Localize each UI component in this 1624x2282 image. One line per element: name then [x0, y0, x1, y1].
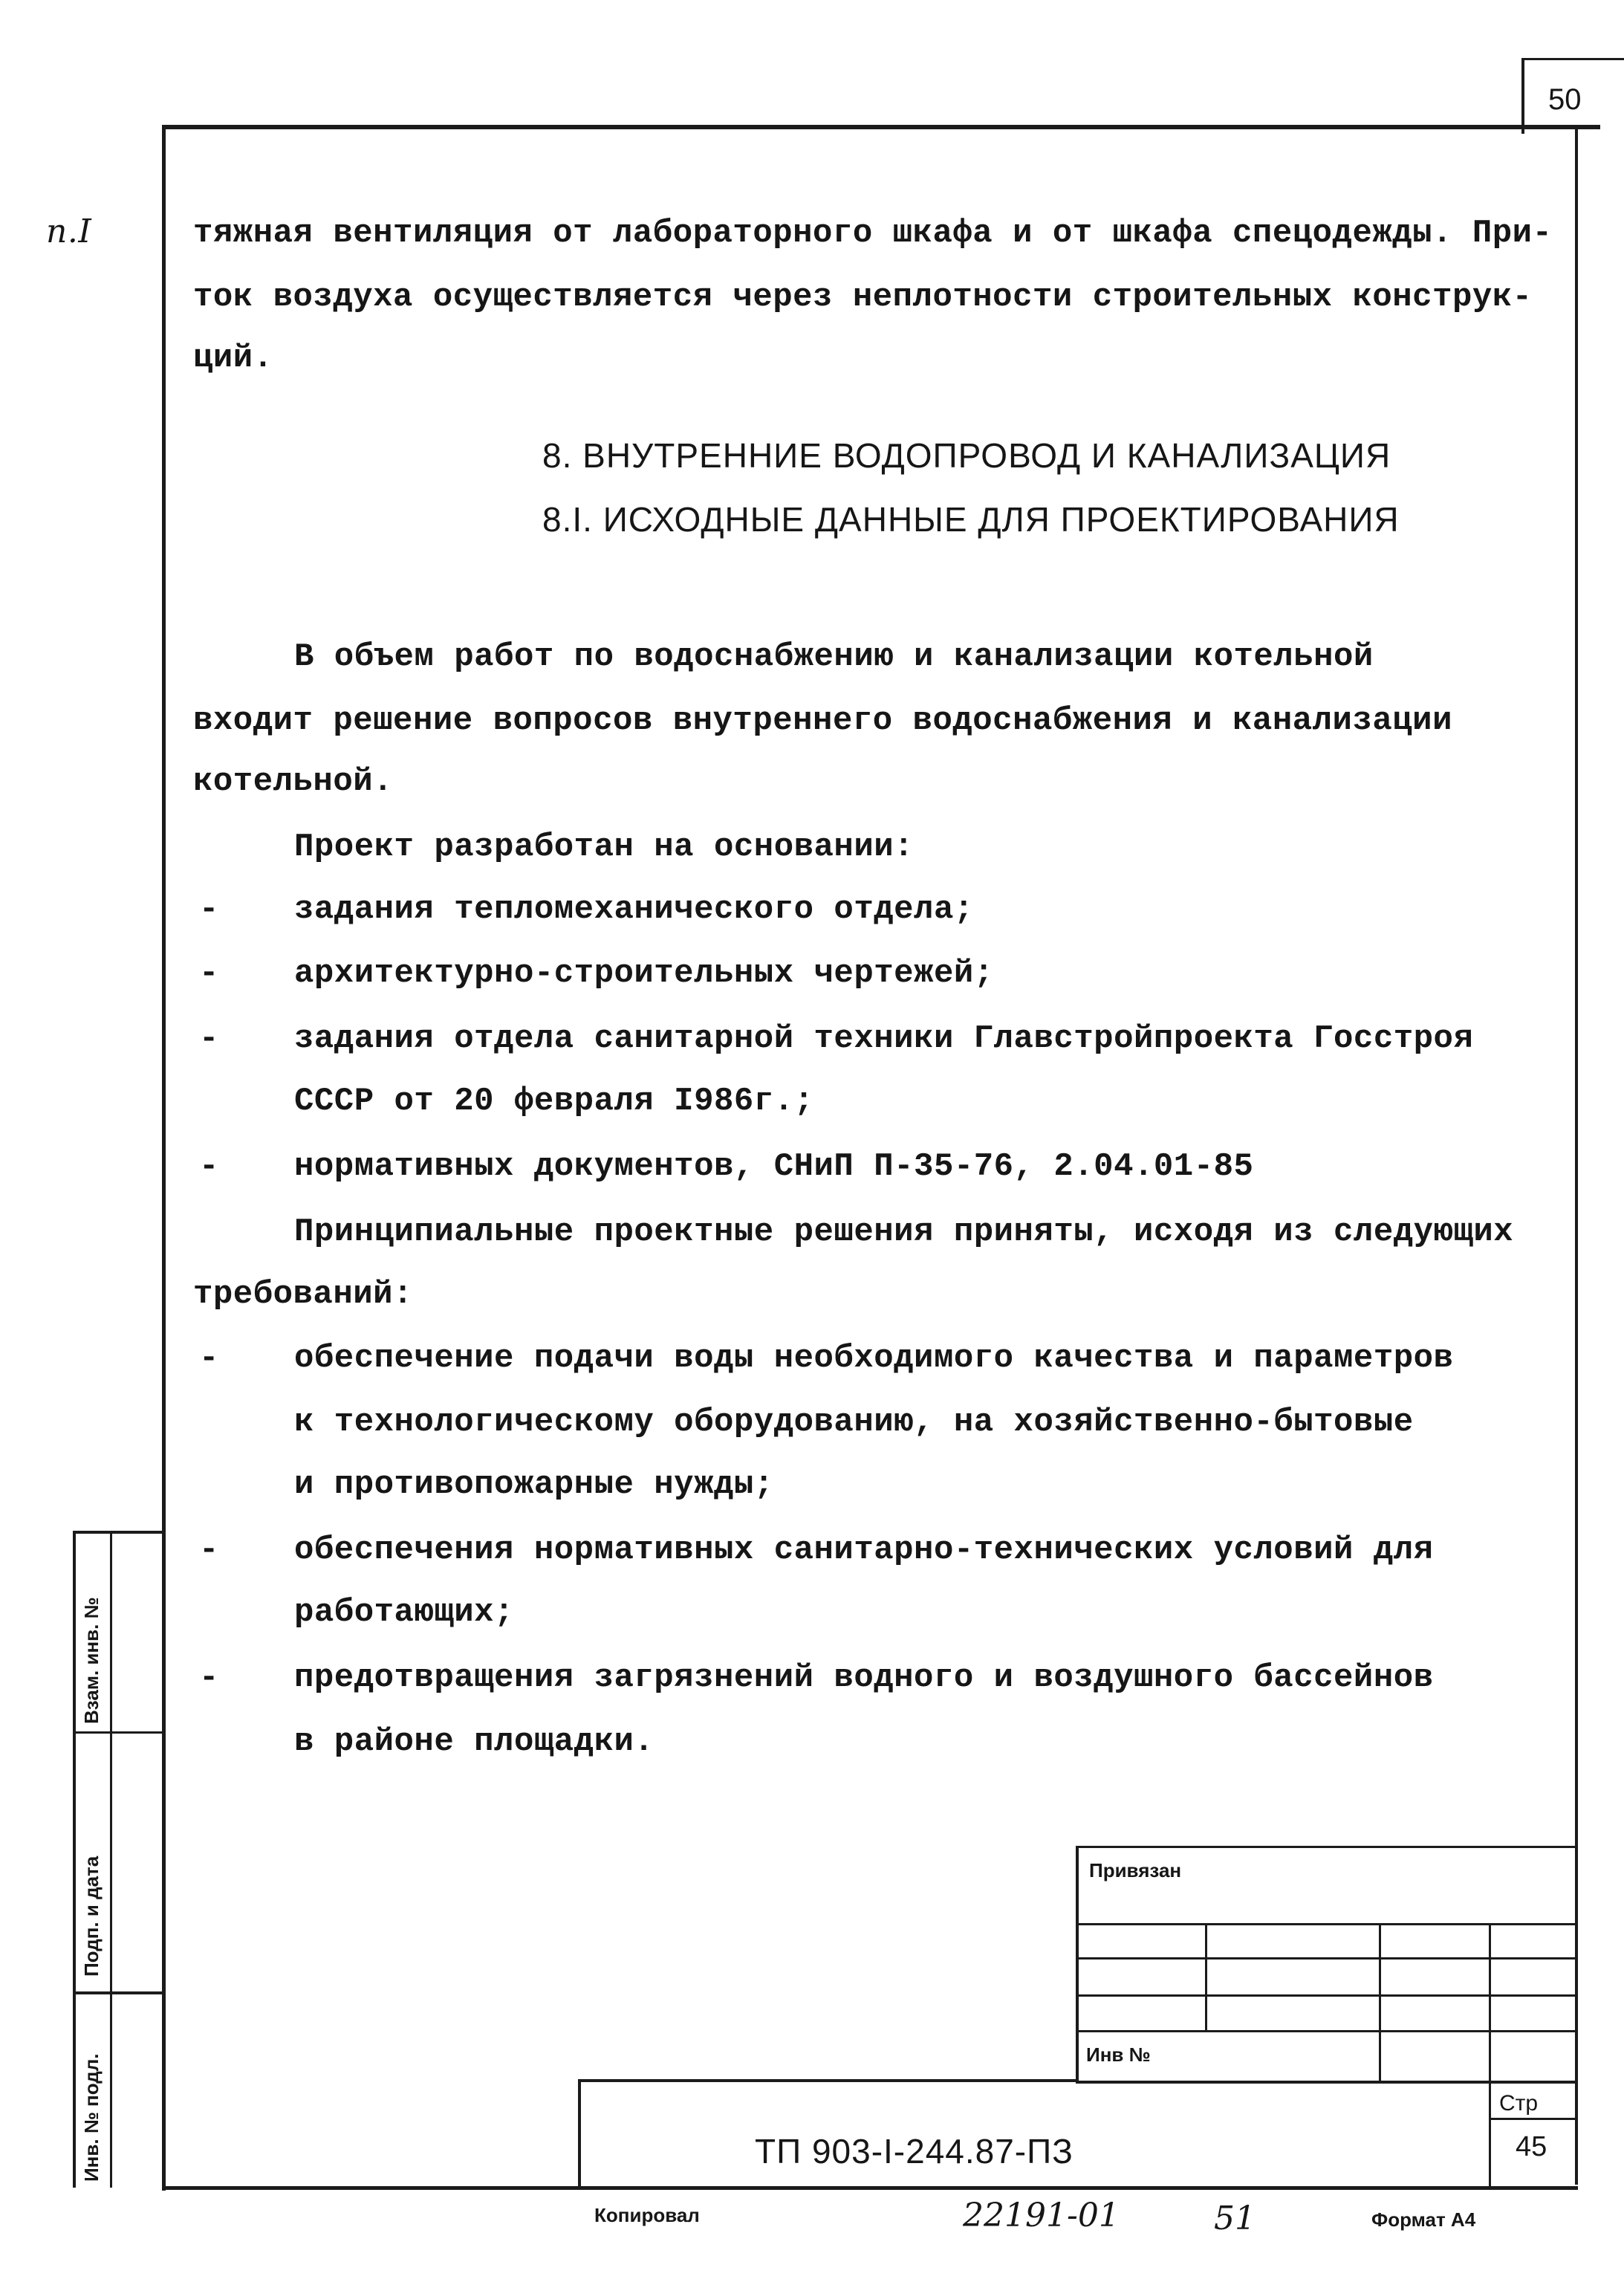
- para1-line-1: В объем работ по водоснабжению и канализации котельной: [294, 638, 1374, 675]
- bullet-dash: -: [199, 891, 219, 928]
- side-label-inv-podl: Инв. № подл.: [80, 2053, 103, 2182]
- extra-number: 51: [1214, 2200, 1256, 2237]
- list1-item-3-line-2: СССР от 20 февраля I986г.;: [294, 1083, 814, 1120]
- bullet-dash: -: [199, 955, 219, 992]
- format-label: Формат А4: [1371, 2208, 1476, 2231]
- section-heading: 8. ВНУТРЕННИЕ ВОДОПРОВОД И КАНАЛИЗАЦИЯ: [542, 436, 1391, 475]
- intro-line-3: ций.: [193, 340, 273, 377]
- list2-item-3-line-1: предотвращения загрязнений водного и воздушного бассейнов: [294, 1659, 1434, 1696]
- copied-by-label: Копировал: [594, 2204, 700, 2226]
- bullet-dash: -: [199, 1531, 219, 1569]
- list2-item-2-line-2: работающих;: [294, 1594, 514, 1631]
- para3-line-1: Принципиальные проектные решения приняты, исходя из следующих: [294, 1213, 1514, 1251]
- order-number: 22191-01: [963, 2197, 1120, 2234]
- list2-item-1-line-3: и противопожарные нужды;: [294, 1466, 774, 1503]
- list2-item-2-line-1: обеспечения нормативных санитарно-технических условий для: [294, 1531, 1434, 1569]
- list2-item-3-line-2: в районе площадки.: [294, 1723, 655, 1760]
- para2: Проект разработан на основании:: [294, 829, 915, 866]
- list2-item-1-line-2: к технологическому оборудованию, на хозяйственно-бытовые: [294, 1404, 1414, 1441]
- list1-item-4: нормативных документов, СНиП П-35-76, 2.04.01-85: [294, 1148, 1254, 1185]
- bullet-dash: -: [199, 1020, 219, 1057]
- sheet-number: 45: [1516, 2131, 1547, 2162]
- sheet-label: Стр: [1499, 2091, 1539, 2116]
- privyazan-label: Привязан: [1089, 1859, 1182, 1881]
- para1-line-2: входит решение вопросов внутреннего водоснабжения и канализации: [193, 702, 1452, 739]
- list2-item-1-line-1: обеспечение подачи воды необходимого качества и параметров: [294, 1340, 1454, 1377]
- side-label-podp: Подп. и дата: [80, 1855, 103, 1977]
- bullet-dash: -: [199, 1148, 219, 1185]
- intro-line-1: тяжная вентиляция от лабораторного шкафа и от шкафа спецодежды. При-: [193, 215, 1553, 252]
- list1-item-1: задания тепломеханического отдела;: [294, 891, 974, 928]
- page-number: 50: [1548, 83, 1582, 116]
- para1-line-3: котельной.: [193, 763, 394, 800]
- intro-line-2: ток воздуха осуществляется через неплотности строительных конструк-: [193, 279, 1533, 316]
- subsection-heading: 8.I. ИСХОДНЫЕ ДАННЫЕ ДЛЯ ПРОЕКТИРОВАНИЯ: [542, 500, 1400, 539]
- inv-no-label: Инв №: [1086, 2043, 1151, 2066]
- bullet-dash: -: [199, 1659, 219, 1696]
- para3-line-2: требований:: [193, 1276, 413, 1313]
- document-code: ТП 903-I-244.87-ПЗ: [755, 2132, 1074, 2171]
- margin-note: п.I: [46, 213, 92, 250]
- side-label-vzam: Взам. инв. №: [80, 1597, 103, 1724]
- bullet-dash: -: [199, 1340, 219, 1377]
- list1-item-3-line-1: задания отдела санитарной техники Главстройпроекта Госстроя: [294, 1020, 1474, 1057]
- list1-item-2: архитектурно-строительных чертежей;: [294, 955, 994, 992]
